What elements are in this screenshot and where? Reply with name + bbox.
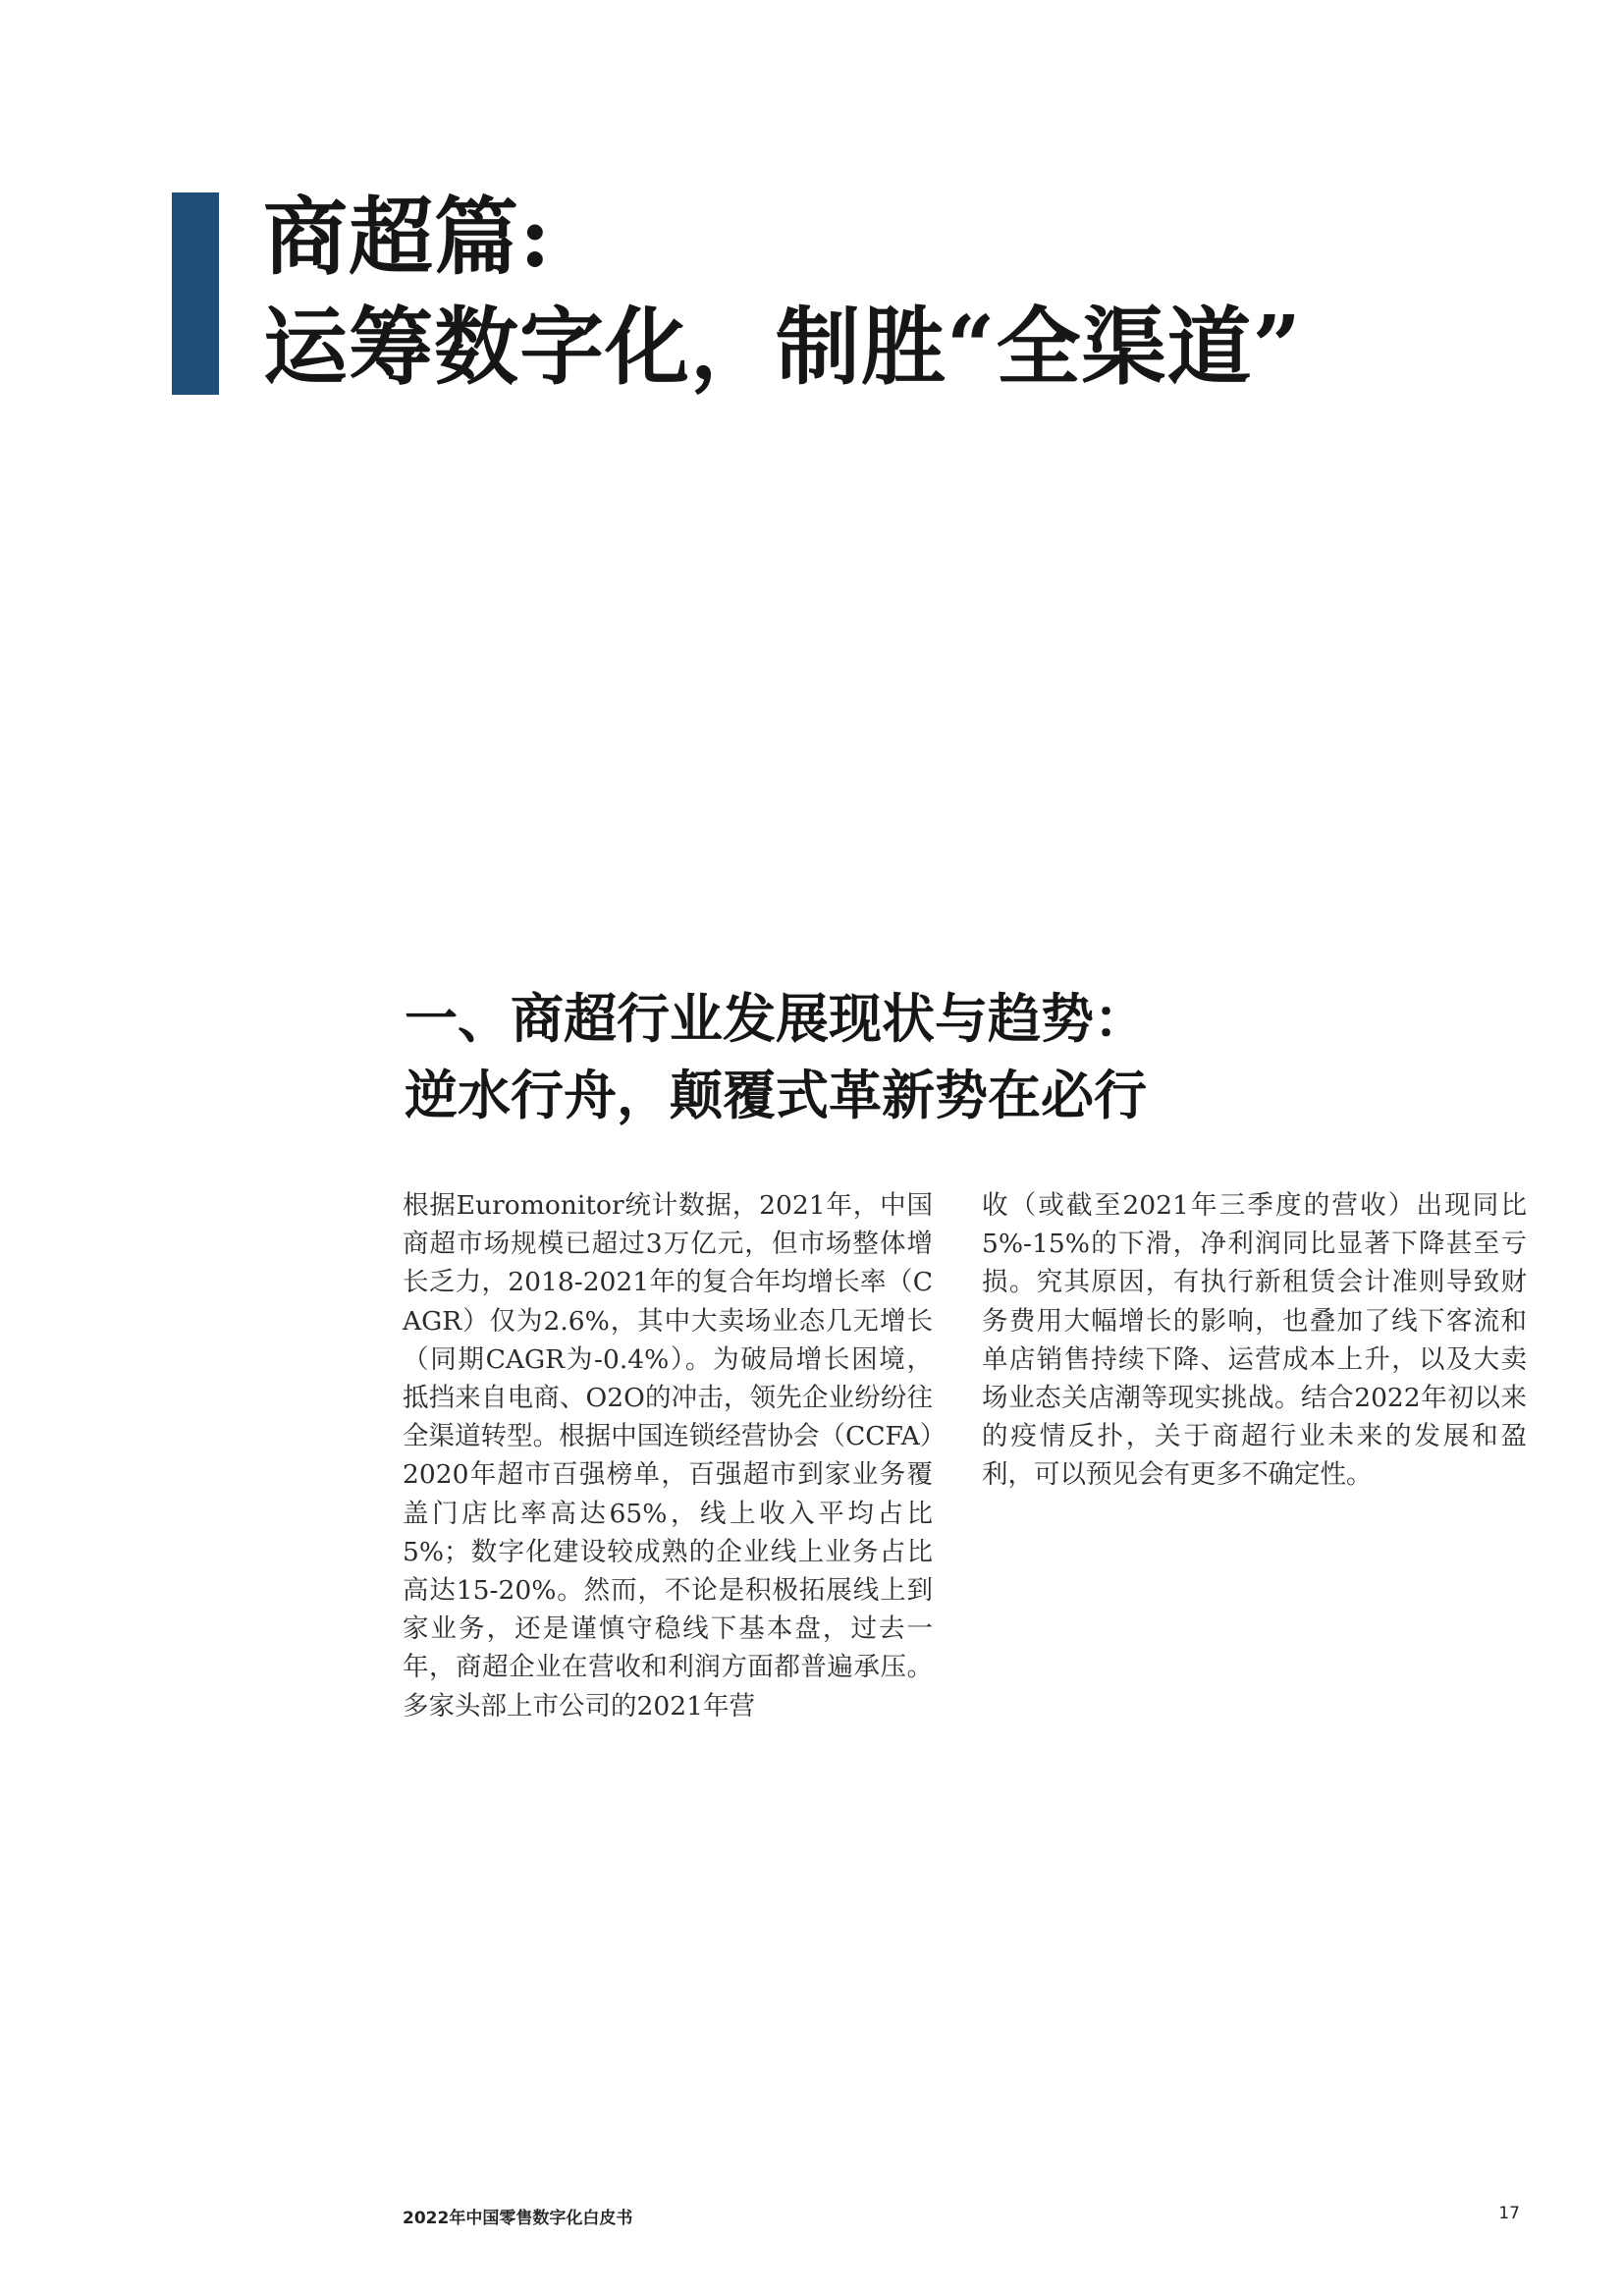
page-title-line-2: 运筹数字化，制胜“全渠道” bbox=[263, 298, 1302, 397]
page-number: 17 bbox=[1498, 2204, 1520, 2223]
title-accent-bar bbox=[172, 192, 219, 395]
section-heading bbox=[405, 980, 1147, 1133]
page-title-line-1: 商超篇: bbox=[263, 188, 552, 287]
page-title bbox=[263, 183, 1302, 403]
body-text-right-column: 收（或截至2021年三季度的营收）出现同比5%-15%的下滑，净利润同比显著下降甚至亏损。究其原因，有执行新租赁会计准则导致财务费用大幅增长的影响，也叠加了线下客流和单店销售持续下降、运营成本上升，以及大卖场业态关店潮等现实挑战。结合2022年初以来的疫情反扑，关于商超行业未来的发展和盈利，可以预见会有更多不确定性。 bbox=[982, 1190, 1527, 1491]
footer-publication-title: 2022年中国零售数字化白皮书 bbox=[403, 2209, 633, 2228]
body-text-left-column: 根据Euromonitor统计数据，2021年，中国商超市场规模已超过3万亿元，但市场整体增长乏力，2018-2021年的复合年均增长率（CAGR）仅为2.6%，其中大卖场业态几无增长（同期CAGR为-0.4%）。为破局增长困境，抵挡来自电商、O2O的冲击，领先企业纷纷往全渠道转型。根据中国连锁经营协会（CCFA）2020年超市百强榜单，百强超市到家业务覆盖门店比率高达65%，线上收入平均占比5%；数字化建设较成熟的企业线上业务占比高达15-20%。然而，不论是积极拓展线上到家业务，还是谨慎守稳线下基本盘，过去一年，商超企业在营收和利润方面都普遍承压。多家头部上市公司的2021年营 bbox=[403, 1190, 933, 1722]
section-heading-line-1: 一、商超行业发展现状与趋势： bbox=[405, 987, 1147, 1050]
section-heading-line-2: 逆水行舟，颠覆式革新势在必行 bbox=[405, 1064, 1147, 1126]
